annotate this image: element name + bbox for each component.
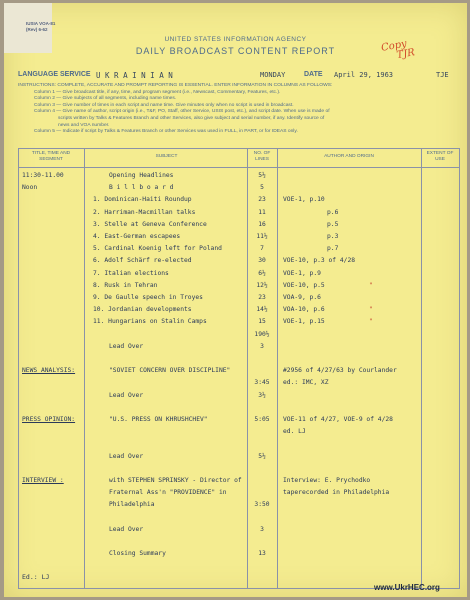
- report-title: DAILY BROADCAST CONTENT REPORT: [135, 46, 336, 56]
- row-lines: 3:50: [254, 501, 270, 509]
- row-author: VOE-1, p.9: [283, 269, 321, 277]
- row-subject: Lead Over: [109, 452, 144, 460]
- language-value: U K R A I N I A N: [96, 71, 173, 80]
- ditto-mark: ": [369, 306, 373, 314]
- date-value: April 29, 1963: [334, 71, 394, 79]
- row-subject: 4. East-German escapees: [93, 233, 181, 240]
- row-subject: "SOVIET CONCERN OVER DISCIPLINE": [109, 367, 231, 375]
- row-author: VOE-10, p.5: [283, 281, 325, 289]
- row-author: taperecorded in Philadelphia: [283, 489, 390, 497]
- row-author: ed. LJ: [283, 428, 306, 436]
- table-row: [19, 514, 459, 525]
- row-subject: 2. Harriman-Macmillan talks: [93, 208, 196, 216]
- table-row: [19, 404, 459, 415]
- col-header-lines: NO. OF LINES: [253, 151, 271, 162]
- table-row: [19, 270, 459, 281]
- table-row: [19, 184, 459, 195]
- row-subject: "U.S. PRESS ON KHRUSHCHEV": [109, 416, 208, 423]
- row-lines: 5½: [258, 172, 266, 179]
- row-lines: 3: [260, 525, 264, 533]
- instruction-line: scripts written by Talks & Features Branch and other Services, also give subject and serial number, if any. Identify source of: [58, 115, 325, 121]
- row-lines: 3½: [258, 391, 266, 399]
- row-lines: 5: [260, 184, 264, 192]
- row-lines: 3:45: [254, 379, 270, 387]
- row-author: VOE-10, p.3 of 4/28: [283, 257, 356, 265]
- row-author: VOA-9, p.6: [283, 294, 321, 301]
- table-row: [19, 221, 459, 232]
- table-row: [19, 318, 459, 329]
- row-subject: Philadelphia: [109, 501, 155, 509]
- row-subject: Lead Over: [109, 391, 144, 399]
- col-header-title: TITLE, TIME AND SEGMENT: [31, 151, 71, 162]
- col-header-subject: SUBJECT: [155, 154, 178, 159]
- row-author: p.7: [327, 245, 339, 253]
- row-subject: Lead Over: [109, 525, 144, 533]
- table-row: [19, 538, 459, 549]
- table-row: [19, 355, 459, 366]
- row-author: ed.: IMC, XZ: [283, 379, 329, 387]
- instruction-line: Column 5 — Indicate if script by Talks & Features Branch or other Services was used in FULL, in PART, or for IDEAS only.: [34, 129, 298, 135]
- row-lines: 3: [260, 342, 264, 350]
- row-author: VOA-10, p.6: [283, 306, 325, 314]
- day-value: MONDAY: [260, 71, 286, 79]
- table-row: [19, 501, 459, 512]
- table-row: [19, 526, 459, 537]
- row-author: VOE-1, p.15: [283, 318, 325, 326]
- table-row: [19, 379, 459, 390]
- row-lines: 14½: [256, 306, 268, 314]
- row-lines: 190½: [254, 330, 270, 338]
- table-row: [19, 282, 459, 293]
- report-sheet: [4, 3, 467, 597]
- instruction-line: Column 2 — Give subjects of all segments, including name times.: [34, 96, 177, 102]
- copy-handwritten-mark: Copy TJR: [380, 38, 416, 62]
- row-subject: Closing Summary: [109, 550, 166, 558]
- row-subject: 3. Stelle at Geneva Conference: [93, 220, 207, 228]
- date-label: DATE: [304, 71, 323, 78]
- table-header: [19, 148, 459, 168]
- instruction-line: Column 3 — Give number of times in each script and name time. Give minutes only when no script is used in broadcast.: [34, 102, 294, 108]
- row-subject: 8. Rusk in Tehran: [93, 281, 158, 289]
- row-author: p.6: [327, 208, 339, 216]
- initials: TJE: [436, 71, 449, 79]
- row-author: VOE-11 of 4/27, VOE-9 of 4/28: [283, 416, 393, 423]
- row-subject: 6. Adolf Schärf re-elected: [93, 257, 192, 265]
- table-row: [19, 367, 459, 378]
- row-lines: 5½: [258, 452, 266, 460]
- row-author: p.3: [327, 233, 339, 240]
- table-row: [19, 209, 459, 220]
- row-time: PRESS OPINION:: [22, 416, 76, 423]
- row-author: p.5: [327, 220, 339, 228]
- row-lines: 7: [260, 245, 264, 253]
- row-subject: Lead Over: [109, 342, 144, 350]
- row-lines: 23: [258, 294, 266, 301]
- row-subject: B i l l b o a r d: [109, 184, 174, 192]
- content-table: [18, 148, 460, 589]
- row-subject: with STEPHEN SPRINSKY - Director of: [109, 477, 242, 484]
- table-row: [19, 196, 459, 207]
- instruction-line: Column 4 — Give name of author, script origin (i.e., T&F, PO, Staff, other Service, USIS post, etc.), and script date. When use is made of: [34, 109, 330, 115]
- row-lines: 16: [258, 220, 266, 228]
- row-subject: 5. Cardinal Koenig left for Poland: [93, 245, 222, 253]
- table-row: [19, 550, 459, 561]
- row-subject: 9. De Gaulle speech in Troyes: [93, 294, 203, 301]
- row-lines: 15: [258, 318, 266, 326]
- row-author: #2956 of 4/27/63 by Courlander: [283, 367, 397, 375]
- table-row: [19, 416, 459, 427]
- language-service-label: LANGUAGE SERVICE: [18, 71, 91, 78]
- table-row: [19, 392, 459, 403]
- row-lines: 12½: [256, 281, 268, 289]
- row-lines: 11: [258, 208, 266, 216]
- row-time: NEWS ANALYSIS:: [22, 367, 76, 375]
- table-row: [19, 343, 459, 354]
- row-time: Noon: [22, 184, 38, 192]
- editor-initials: Ed.: LJ: [22, 573, 50, 581]
- row-lines: 6½: [258, 269, 266, 277]
- site-watermark: www.UkrHEC.org: [374, 583, 440, 592]
- row-lines: 5:05: [254, 416, 270, 423]
- row-lines: 30: [258, 257, 266, 265]
- form-id: IUSIA VOA-81 (Rev) 6-62: [26, 21, 56, 32]
- row-lines: 11½: [256, 233, 268, 240]
- row-subject: Fraternal Ass'n "PROVIDENCE" in: [109, 489, 227, 497]
- instruction-line: Column 1 — Give broadcast title, if any, time, and program segment (i.e., Newscast, Commentary, Features, etc.).: [34, 89, 281, 95]
- row-subject: 1. Dominican-Haiti Roundup: [93, 196, 192, 204]
- row-subject: 11. Hungarians on Stalin Camps: [93, 318, 207, 326]
- table-row: [19, 331, 459, 342]
- table-row: [19, 306, 459, 317]
- table-row: [19, 465, 459, 476]
- table-row: [19, 428, 459, 439]
- instructions: [18, 83, 458, 136]
- row-subject: 10. Jordanian developments: [93, 306, 192, 314]
- row-lines: 23: [258, 196, 266, 204]
- row-author: VOE-1, p.10: [283, 196, 325, 204]
- table-row: [19, 440, 459, 451]
- col-header-author: AUTHOR AND ORIGIN: [324, 154, 374, 159]
- row-subject: Opening Headlines: [109, 172, 174, 179]
- instruction-line: INSTRUCTIONS: COMPLETE, ACCURATE AND PROMPT REPORTING IS ESSENTIAL. ENTER INFORMATION IN COLUMNS AS FOLLOWS:: [18, 83, 333, 88]
- ditto-mark: ": [369, 318, 373, 326]
- table-row: [19, 294, 459, 305]
- table-row: [19, 172, 459, 183]
- instruction-line: news and VOA number.: [58, 122, 110, 128]
- table-row: [19, 477, 459, 488]
- row-subject: 7. Italian elections: [93, 269, 169, 277]
- agency-name: UNITED STATES INFORMATION AGENCY: [164, 36, 307, 43]
- row-author: Interview: E. Prychodko: [283, 477, 371, 484]
- table-row: [19, 257, 459, 268]
- table-row: [19, 453, 459, 464]
- col-header-extent: EXTENT OF USE: [426, 151, 454, 162]
- table-row: [19, 489, 459, 500]
- table-row: [19, 233, 459, 244]
- table-row: [19, 245, 459, 256]
- row-time: 11:30-11.00: [22, 172, 64, 179]
- ditto-mark: ": [369, 281, 373, 289]
- row-lines: 13: [258, 550, 266, 558]
- row-time: INTERVIEW :: [22, 477, 64, 484]
